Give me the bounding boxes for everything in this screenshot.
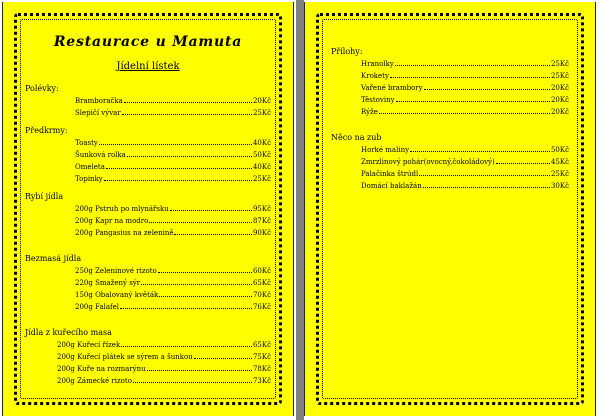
item-name: Palačinka štrúdl (361, 170, 419, 178)
item-price: 20Kč (550, 108, 569, 116)
item-price: 87Kč (252, 217, 271, 225)
menu-section-vegetarian (25, 253, 271, 313)
item-name: 200g Falafel (75, 303, 120, 311)
menu-item (25, 363, 271, 375)
item-price: 25Kč (252, 175, 271, 183)
menu-item (25, 301, 271, 313)
menu-item (331, 144, 569, 156)
item-price: 20Kč (550, 96, 569, 104)
menu-item (25, 95, 271, 107)
item-name: Topinky (75, 175, 103, 183)
item-name: 250g Zeleninové rizoto (75, 267, 157, 275)
right-page-content (331, 40, 569, 192)
menu-item (331, 94, 569, 106)
section-title: Přílohy: (331, 47, 363, 56)
item-name: 220g Smažený sýr (75, 279, 141, 287)
item-price: 95Kč (252, 205, 271, 213)
menu-section-starters (25, 125, 271, 185)
menu-item (331, 180, 569, 192)
menu-item (25, 277, 271, 289)
item-price: 75Kč (252, 353, 271, 361)
menu-item (331, 82, 569, 94)
page-divider (296, 0, 304, 420)
item-name: Šunková rolka (75, 151, 126, 159)
item-price: 50Kč (252, 151, 271, 159)
section-title: Předkrmy: (25, 126, 68, 135)
item-name: Krokety (361, 72, 389, 80)
menu-item (25, 203, 271, 215)
right-page (304, 2, 596, 416)
item-name: 200g Zámecké rizoto (57, 377, 132, 385)
menu-item (25, 351, 271, 363)
restaurant-title: Restaurace u Mamuta (53, 34, 243, 50)
item-price: 25Kč (550, 170, 569, 178)
item-name: 200g Kuřecí plátek se sýrem a šunkou (57, 353, 193, 361)
item-name: 200g Kuřecí řízek (57, 341, 121, 349)
item-price: 45Kč (550, 158, 569, 166)
menu-item (25, 339, 271, 351)
item-name: Těstoviny (361, 96, 395, 104)
item-price: 20Kč (252, 97, 271, 105)
item-price: 30Kč (550, 182, 569, 190)
menu-item (25, 137, 271, 149)
menu-item (25, 161, 271, 173)
left-page (2, 2, 294, 416)
menu-section-sides (331, 46, 569, 118)
menu-section-chicken (25, 327, 271, 387)
menu-item (25, 215, 271, 227)
item-name: 200g Pangasius na zelenině (75, 229, 174, 237)
item-name: Hranolky (361, 60, 394, 68)
menu-item (25, 173, 271, 185)
item-price: 40Kč (252, 139, 271, 147)
item-price: 60Kč (252, 267, 271, 275)
item-name: Bramboračka (75, 97, 123, 105)
item-name: Horké maliny (361, 146, 410, 154)
item-price: 78Kč (252, 365, 271, 373)
item-name: Slepičí vývar (75, 109, 121, 117)
menu-section-soups (25, 83, 271, 119)
item-name: 150g Obalovaný květák (75, 291, 159, 299)
item-name: Omeleta (75, 163, 105, 171)
item-price: 40Kč (252, 163, 271, 171)
menu-item (331, 106, 569, 118)
menu-item (331, 70, 569, 82)
item-name: Rýže (361, 108, 378, 116)
menu-item (331, 58, 569, 70)
menu-item (25, 107, 271, 119)
section-title: Bezmasá jídla (25, 254, 82, 263)
item-name: 200g Pstruh po mlynářsku (75, 205, 169, 213)
section-title: Polévky: (25, 84, 59, 93)
item-price: 20Kč (550, 84, 569, 92)
menu-item (25, 375, 271, 387)
menu-section-fish (25, 191, 271, 239)
section-title: Něco na zub (331, 133, 382, 142)
item-price: 25Kč (550, 72, 569, 80)
menu-subtitle: Jídelní lístek (116, 61, 180, 72)
item-price: 65Kč (252, 341, 271, 349)
item-name: Toasty (75, 139, 98, 147)
item-price: 90Kč (252, 229, 271, 237)
menu-item (331, 168, 569, 180)
item-price: 73Kč (252, 377, 271, 385)
menu-section-desserts (331, 132, 569, 192)
item-name: 200g Kapr na modro (75, 217, 149, 225)
item-name: Vařené brambory (361, 84, 423, 92)
item-price: 76Kč (252, 303, 271, 311)
menu-item (331, 156, 569, 168)
menu-item (25, 227, 271, 239)
item-price: 25Kč (252, 109, 271, 117)
item-price: 50Kč (550, 146, 569, 154)
item-price: 25Kč (550, 60, 569, 68)
item-name: 200g Kuře na rozmarýnu (57, 365, 146, 373)
item-name: Domácí baklažán (361, 182, 422, 190)
item-price: 65Kč (252, 279, 271, 287)
menu-item (25, 149, 271, 161)
section-title: Rybí jídla (25, 192, 64, 201)
section-title: Jídla z kuřecího masa (25, 328, 112, 337)
menu-item (25, 289, 271, 301)
menu-item (25, 265, 271, 277)
left-page-content (25, 32, 271, 387)
item-price: 70Kč (252, 291, 271, 299)
item-name: Zmrzlinový pohár(ovocný,čokoládový) (361, 158, 495, 166)
